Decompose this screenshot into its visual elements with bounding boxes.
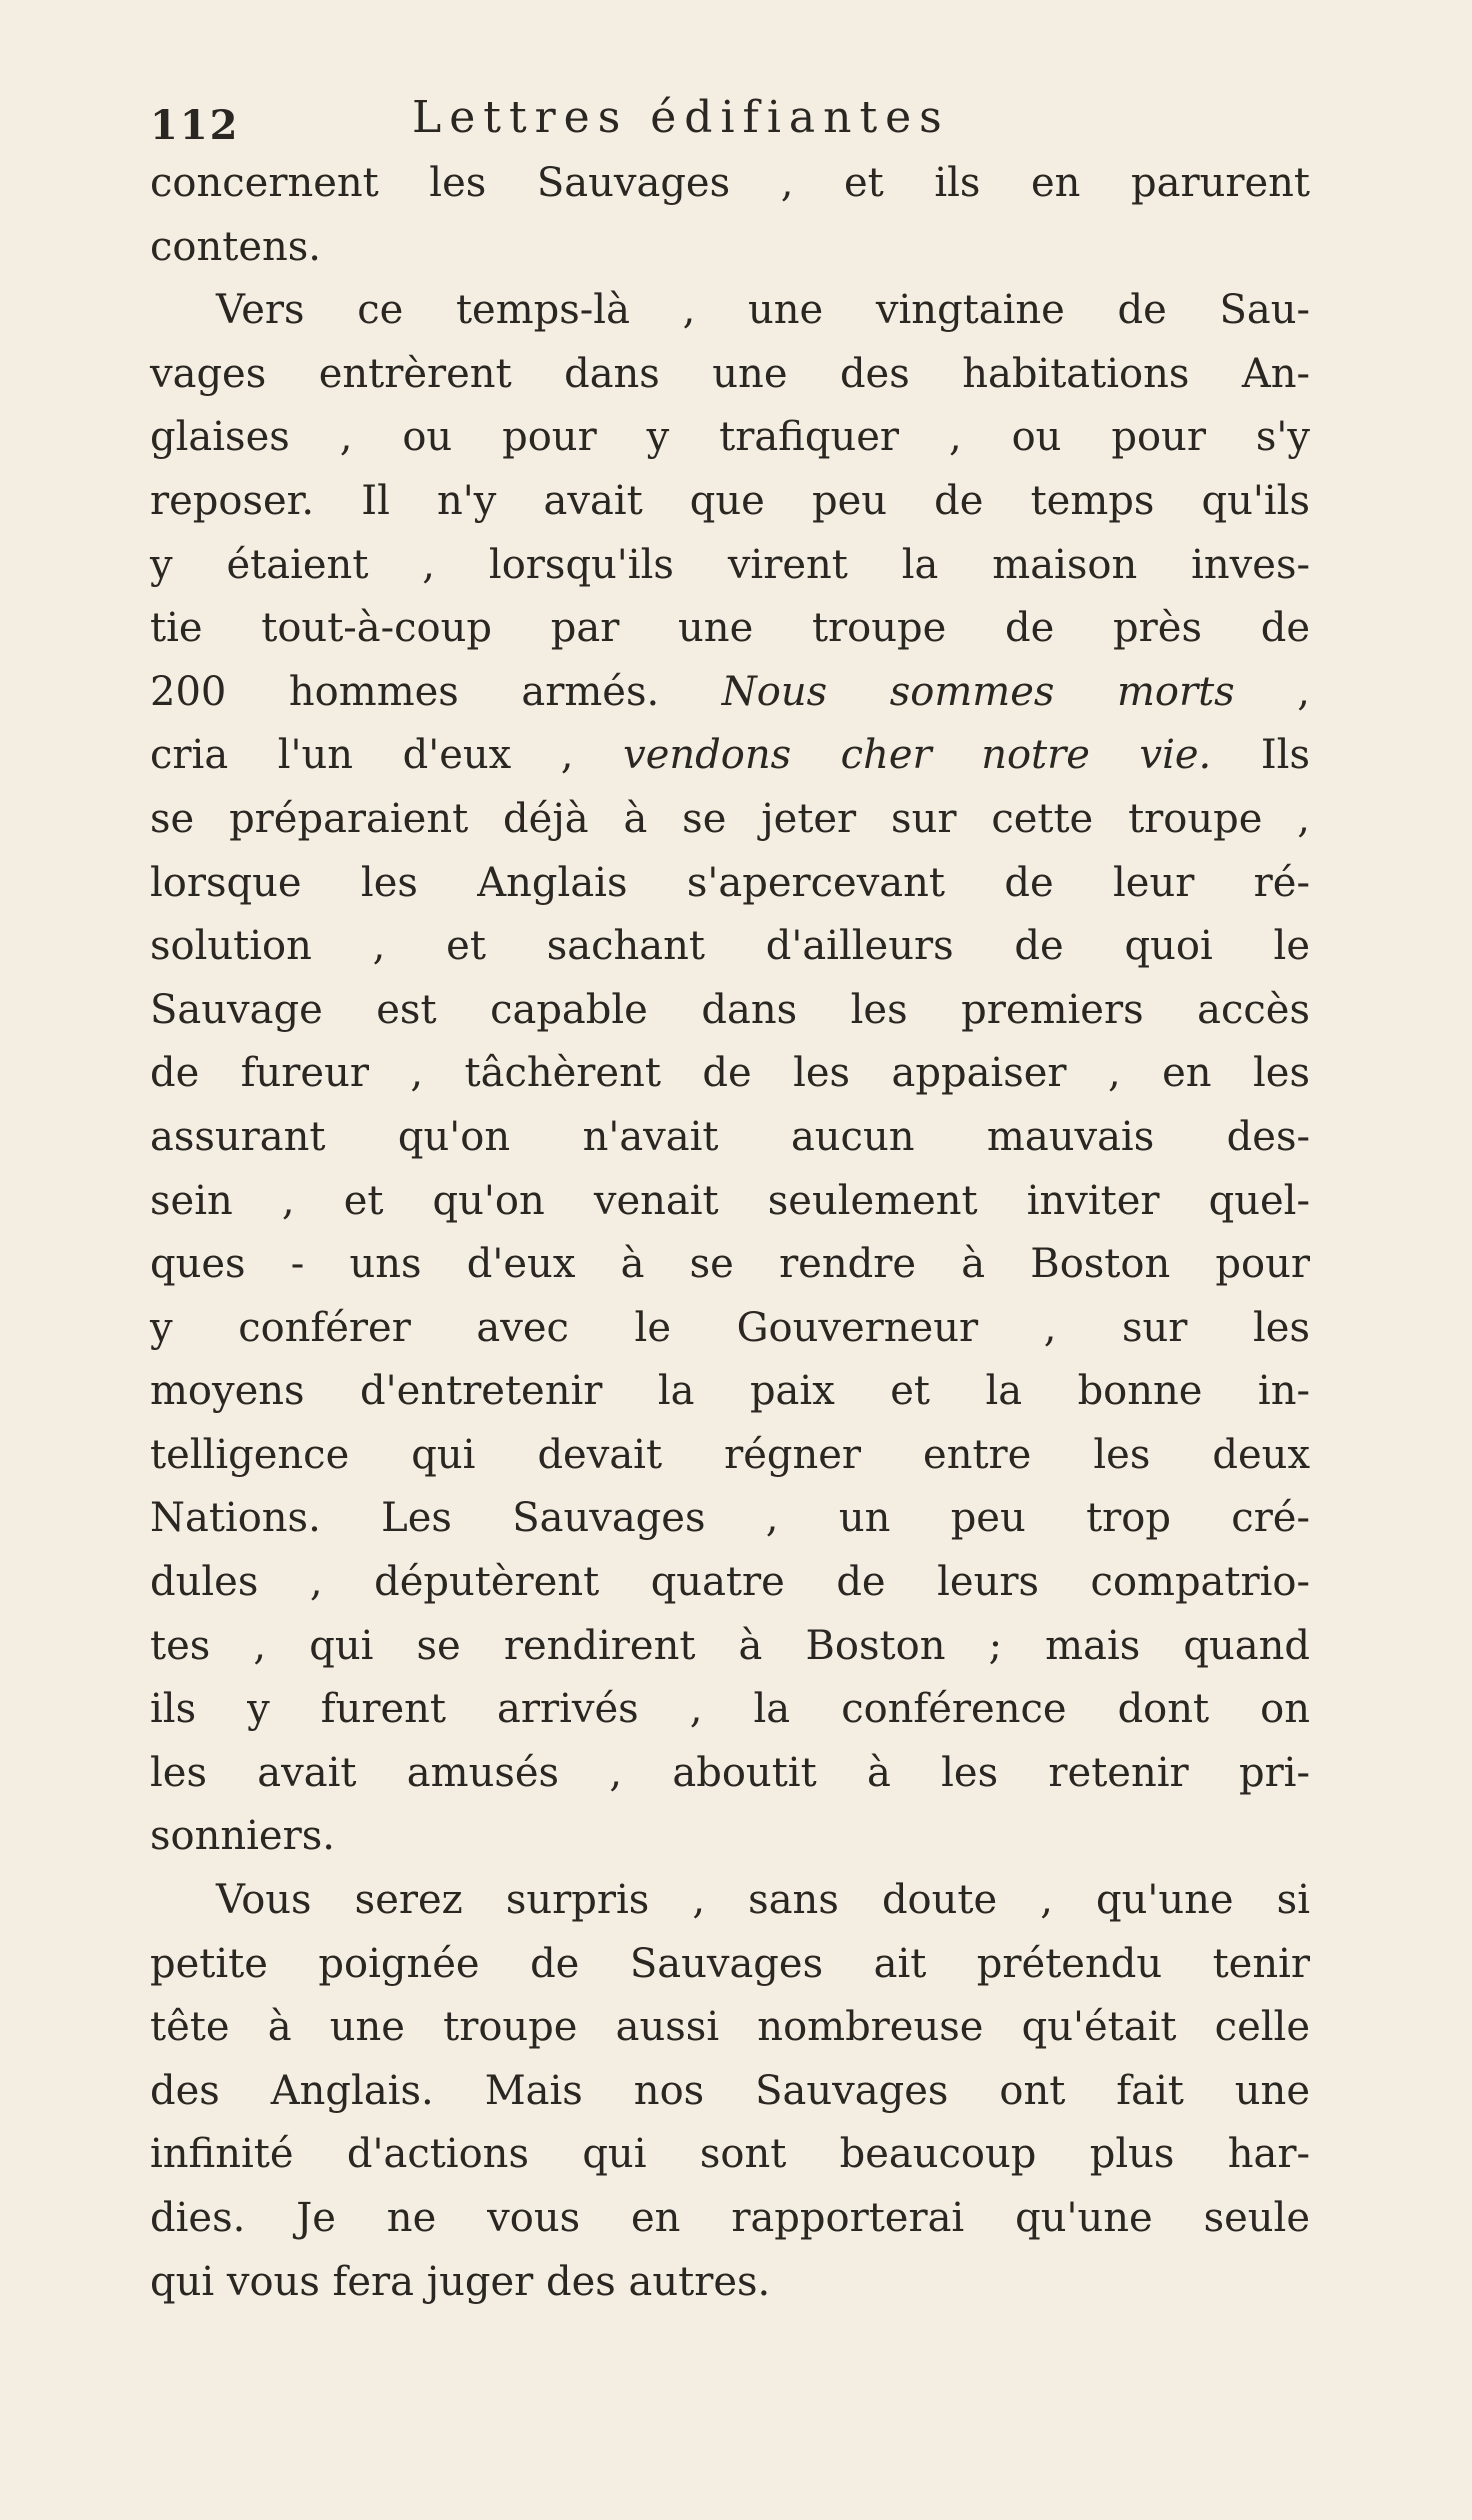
italic-phrase: vendons cher notre vie. xyxy=(623,732,1212,779)
text-line: de fureur , tâchèrent de les appaiser , en les xyxy=(150,1050,1310,1097)
text-line: reposer. Il n'y avait que peu de temps qu'ils xyxy=(150,477,1310,524)
text-line: lorsque les Anglais s'apercevant de leur ré- xyxy=(150,859,1310,906)
body-text xyxy=(150,152,1310,2314)
text-segment: cria l'un d'eux , xyxy=(150,732,624,779)
text-line xyxy=(150,661,1310,725)
text-segment: 200 hommes armés. xyxy=(150,668,722,715)
text-line: Vers ce temps-là , une vingtaine de Sau- xyxy=(216,287,1310,334)
text-line: qui vous fera juger des autres. xyxy=(150,2258,771,2305)
text-line xyxy=(150,724,1310,788)
text-line: sein , et qu'on venait seulement inviter quel- xyxy=(150,1177,1310,1224)
text-line: petite poignée de Sauvages ait prétendu tenir xyxy=(150,1940,1310,1987)
text-line: telligence qui devait régner entre les deux xyxy=(150,1431,1310,1478)
text-line: des Anglais. Mais nos Sauvages ont fait une xyxy=(150,2067,1310,2114)
text-line: vages entrèrent dans une des habitations An- xyxy=(150,350,1310,397)
text-line: solution , et sachant d'ailleurs de quoi le xyxy=(150,923,1310,970)
text-line: contens. xyxy=(150,223,321,270)
text-line: sonniers. xyxy=(150,1813,335,1860)
text-segment: Ils xyxy=(1211,732,1310,779)
text-line: Vous serez surpris , sans doute , qu'une si xyxy=(216,1877,1310,1924)
text-line: tie tout-à-coup par une troupe de près de xyxy=(150,605,1310,652)
text-line: y étaient , lorsqu'ils virent la maison inves- xyxy=(150,541,1310,588)
text-line: y conférer avec le Gouverneur , sur les xyxy=(150,1304,1310,1351)
text-line: les avait amusés , aboutit à les retenir pri- xyxy=(150,1749,1310,1796)
text-line: dules , députèrent quatre de leurs compatrio- xyxy=(150,1559,1310,1606)
text-line: tête à une troupe aussi nombreuse qu'était celle xyxy=(150,2004,1310,2051)
text-line: tes , qui se rendirent à Boston ; mais quand xyxy=(150,1622,1310,1669)
text-line: Nations. Les Sauvages , un peu trop cré- xyxy=(150,1495,1310,1542)
page-number: 112 xyxy=(150,102,240,149)
text-line: ques - uns d'eux à se rendre à Boston pour xyxy=(150,1241,1310,1288)
text-line: assurant qu'on n'avait aucun mauvais des- xyxy=(150,1113,1310,1160)
text-line: moyens d'entretenir la paix et la bonne in- xyxy=(150,1368,1310,1415)
running-title: Lettres édifiantes xyxy=(412,92,950,143)
text-line: se préparaient déjà à se jeter sur cette troupe , xyxy=(150,795,1310,842)
text-segment: , xyxy=(1234,668,1310,715)
text-line: ils y furent arrivés , la conférence dont on xyxy=(150,1686,1310,1733)
italic-phrase: Nous sommes morts xyxy=(721,668,1235,715)
text-line: dies. Je ne vous en rapporterai qu'une seule xyxy=(150,2195,1310,2241)
text-line: glaises , ou pour y trafiquer , ou pour s'y xyxy=(150,414,1310,461)
text-line: Sauvage est capable dans les premiers accès xyxy=(150,986,1310,1033)
text-line: infinité d'actions qui sont beaucoup plus har- xyxy=(150,2131,1310,2178)
text-line: concernent les Sauvages , et ils en parurent xyxy=(150,160,1310,206)
